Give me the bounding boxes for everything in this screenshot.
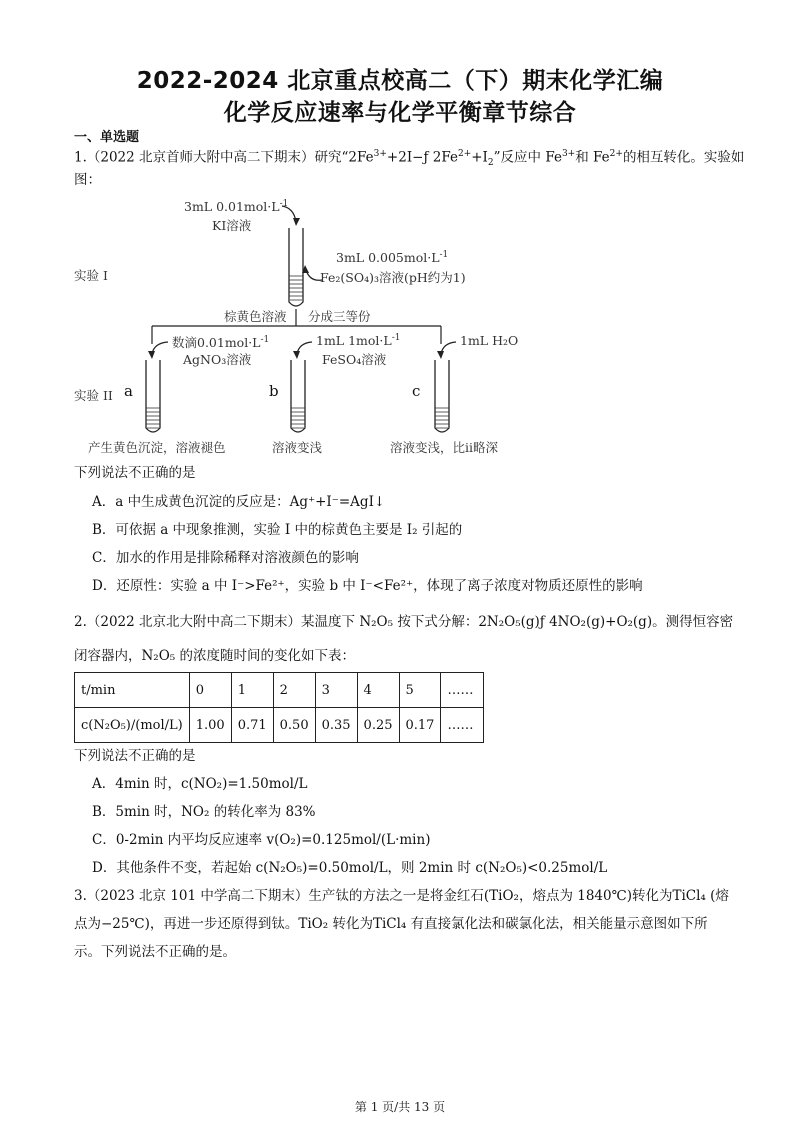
fe-reagent-line1: 3mL $0.005mol\cdot L^{-1}$	[336, 250, 449, 266]
reagent-a-line2: AgNO₃溶液	[183, 352, 252, 367]
mid-label-split-three: 分成三等份	[308, 309, 371, 324]
q2-option-a[interactable]: A．4min 时，c(NO₂)=1.50mol/L	[92, 776, 308, 792]
experiment-diagram-svg	[0, 0, 800, 470]
reagent-arrow-c-head	[437, 351, 444, 359]
document-title-line1: 2022-2024 北京重点校高二（下）期末化学汇编	[136, 68, 664, 94]
table-cell: 0	[189, 673, 231, 708]
table-cell: 0.17	[399, 708, 441, 743]
fe-reagent-line2: Fe₂(SO₄)₃溶液(pH约为1)	[320, 270, 466, 285]
reagent-arrow-a-head	[148, 351, 155, 359]
q2-option-b[interactable]: B．5min 时，NO₂ 的转化率为 83%	[92, 804, 316, 820]
test-tube-a	[146, 360, 160, 432]
q1-stem-line1: 1.（2022 北京首师大附中高二下期末）研究“$2Fe^{3+}+2I-ƒ$ $2Fe^{2+}+I_2$”反应中 $Fe^{3+}$和 $Fe^{2+}$的相互转化。实验如	[74, 149, 745, 169]
q3-stem-line2: 点为−25℃)，再进一步还原得到钛。TiO₂ 转化为TiCl₄ 有直接氯化法和碳氯化法，相关能量示意图如下所	[74, 916, 708, 932]
tube-b-liquid	[291, 408, 305, 428]
reagent-a-line1: 数滴$0.01mol\cdot L^{-1}$	[172, 334, 270, 350]
tube-a-liquid	[146, 408, 160, 428]
reagent-b-line1: 1mL $1mol\cdot L^{-1}$	[316, 333, 401, 349]
result-a: 产生黄色沉淀，溶液褪色	[88, 440, 226, 455]
main-test-tube	[289, 228, 303, 306]
q2-stem-line2: 闭容器内，N₂O₅ 的浓度随时间的变化如下表：	[74, 648, 355, 664]
q1-option-a[interactable]: A．a 中生成黄色沉淀的反应是：Ag⁺+I⁻=AgI↓	[92, 494, 386, 510]
result-b: 溶液变浅	[272, 440, 323, 455]
q1-option-d[interactable]: D．还原性：实验 a 中 I⁻>Fe²⁺，实验 b 中 I⁻<Fe²⁺，体现了离子浓度对物质还原性的影响	[92, 578, 643, 594]
table-cell: ……	[441, 708, 484, 743]
table-row	[75, 673, 484, 708]
q1-prompt: 下列说法不正确的是	[74, 465, 196, 481]
table-cell: 5	[399, 673, 441, 708]
test-tube-c	[435, 360, 449, 432]
q2-option-d[interactable]: D．其他条件不变，若起始 c(N₂O₅)=0.50mol/L，则 2min 时 c(N₂O₅)<0.25mol/L	[92, 860, 608, 876]
reagent-b-line2: FeSO₄溶液	[322, 352, 387, 367]
q1-option-c[interactable]: C．加水的作用是排除稀释对溶液颜色的影响	[92, 550, 359, 566]
table-cell: 2	[273, 673, 315, 708]
table-cell: 0.50	[273, 708, 315, 743]
section-heading-single-choice: 一、单选题	[74, 130, 140, 145]
table-cell: 0.25	[357, 708, 399, 743]
tube-a-label: a	[124, 382, 133, 400]
table-cell: 1	[231, 673, 273, 708]
document-title-line2: 化学反应速率与化学平衡章节综合	[223, 100, 577, 126]
q2-prompt: 下列说法不正确的是	[74, 748, 196, 764]
reagent-arrow-b-head	[293, 351, 300, 359]
reagent-c: 1mL H₂O	[460, 333, 519, 348]
q3-stem-line1: 3.（2023 北京 101 中学高二下期末）生产钛的方法之一是将金红石(TiO₂，熔点为 1840℃)转化为TiCl₄ (熔	[74, 888, 729, 904]
table-cell: 0.71	[231, 708, 273, 743]
q2-concentration-table	[74, 672, 484, 743]
experiment-1-label: 实验 I	[74, 268, 108, 283]
page-footer: 第 1 页/共 13 页	[354, 1100, 446, 1114]
ki-arrow-head	[293, 218, 300, 226]
table-cell: c(N₂O₅)/(mol/L)	[75, 708, 190, 743]
table-cell: t/min	[75, 673, 190, 708]
tube-c-label: c	[412, 382, 421, 400]
tube-b-label: b	[269, 382, 279, 400]
q1-option-b[interactable]: B．可依据 a 中现象推测，实验 I 中的棕黄色主要是 I₂ 引起的	[92, 522, 463, 538]
q2-stem-line1: 2.（2022 北京北大附中高二下期末）某温度下 N₂O₅ 按下式分解：2N₂O₅(g)ƒ 4NO₂(g)+O₂(g)。测得恒容密	[74, 614, 734, 630]
experiment-2-label: 实验 II	[74, 388, 113, 403]
ki-reagent-line1: 3mL $0.01mol\cdot L^{-1}$	[184, 199, 289, 215]
result-c: 溶液变浅，比ii略深	[390, 440, 498, 455]
ki-reagent-line2: KI溶液	[212, 218, 252, 233]
q1-stem-line2: 图：	[74, 172, 101, 188]
table-cell: 1.00	[189, 708, 231, 743]
tube-c-liquid	[435, 408, 449, 428]
table-row	[75, 708, 484, 743]
table-cell: 3	[315, 673, 357, 708]
mid-label-brown-solution: 棕黄色溶液	[224, 309, 287, 324]
table-cell: ……	[441, 673, 484, 708]
table-cell: 4	[357, 673, 399, 708]
test-tube-b	[291, 360, 305, 432]
q2-option-c[interactable]: C．0-2min 内平均反应速率 v(O₂)=0.125mol/(L·min)	[92, 832, 431, 848]
main-tube-liquid	[289, 276, 303, 300]
q1-experiment-diagram	[0, 0, 800, 470]
q3-stem-line3: 示。下列说法不正确的是。	[74, 944, 236, 960]
table-cell: 0.35	[315, 708, 357, 743]
